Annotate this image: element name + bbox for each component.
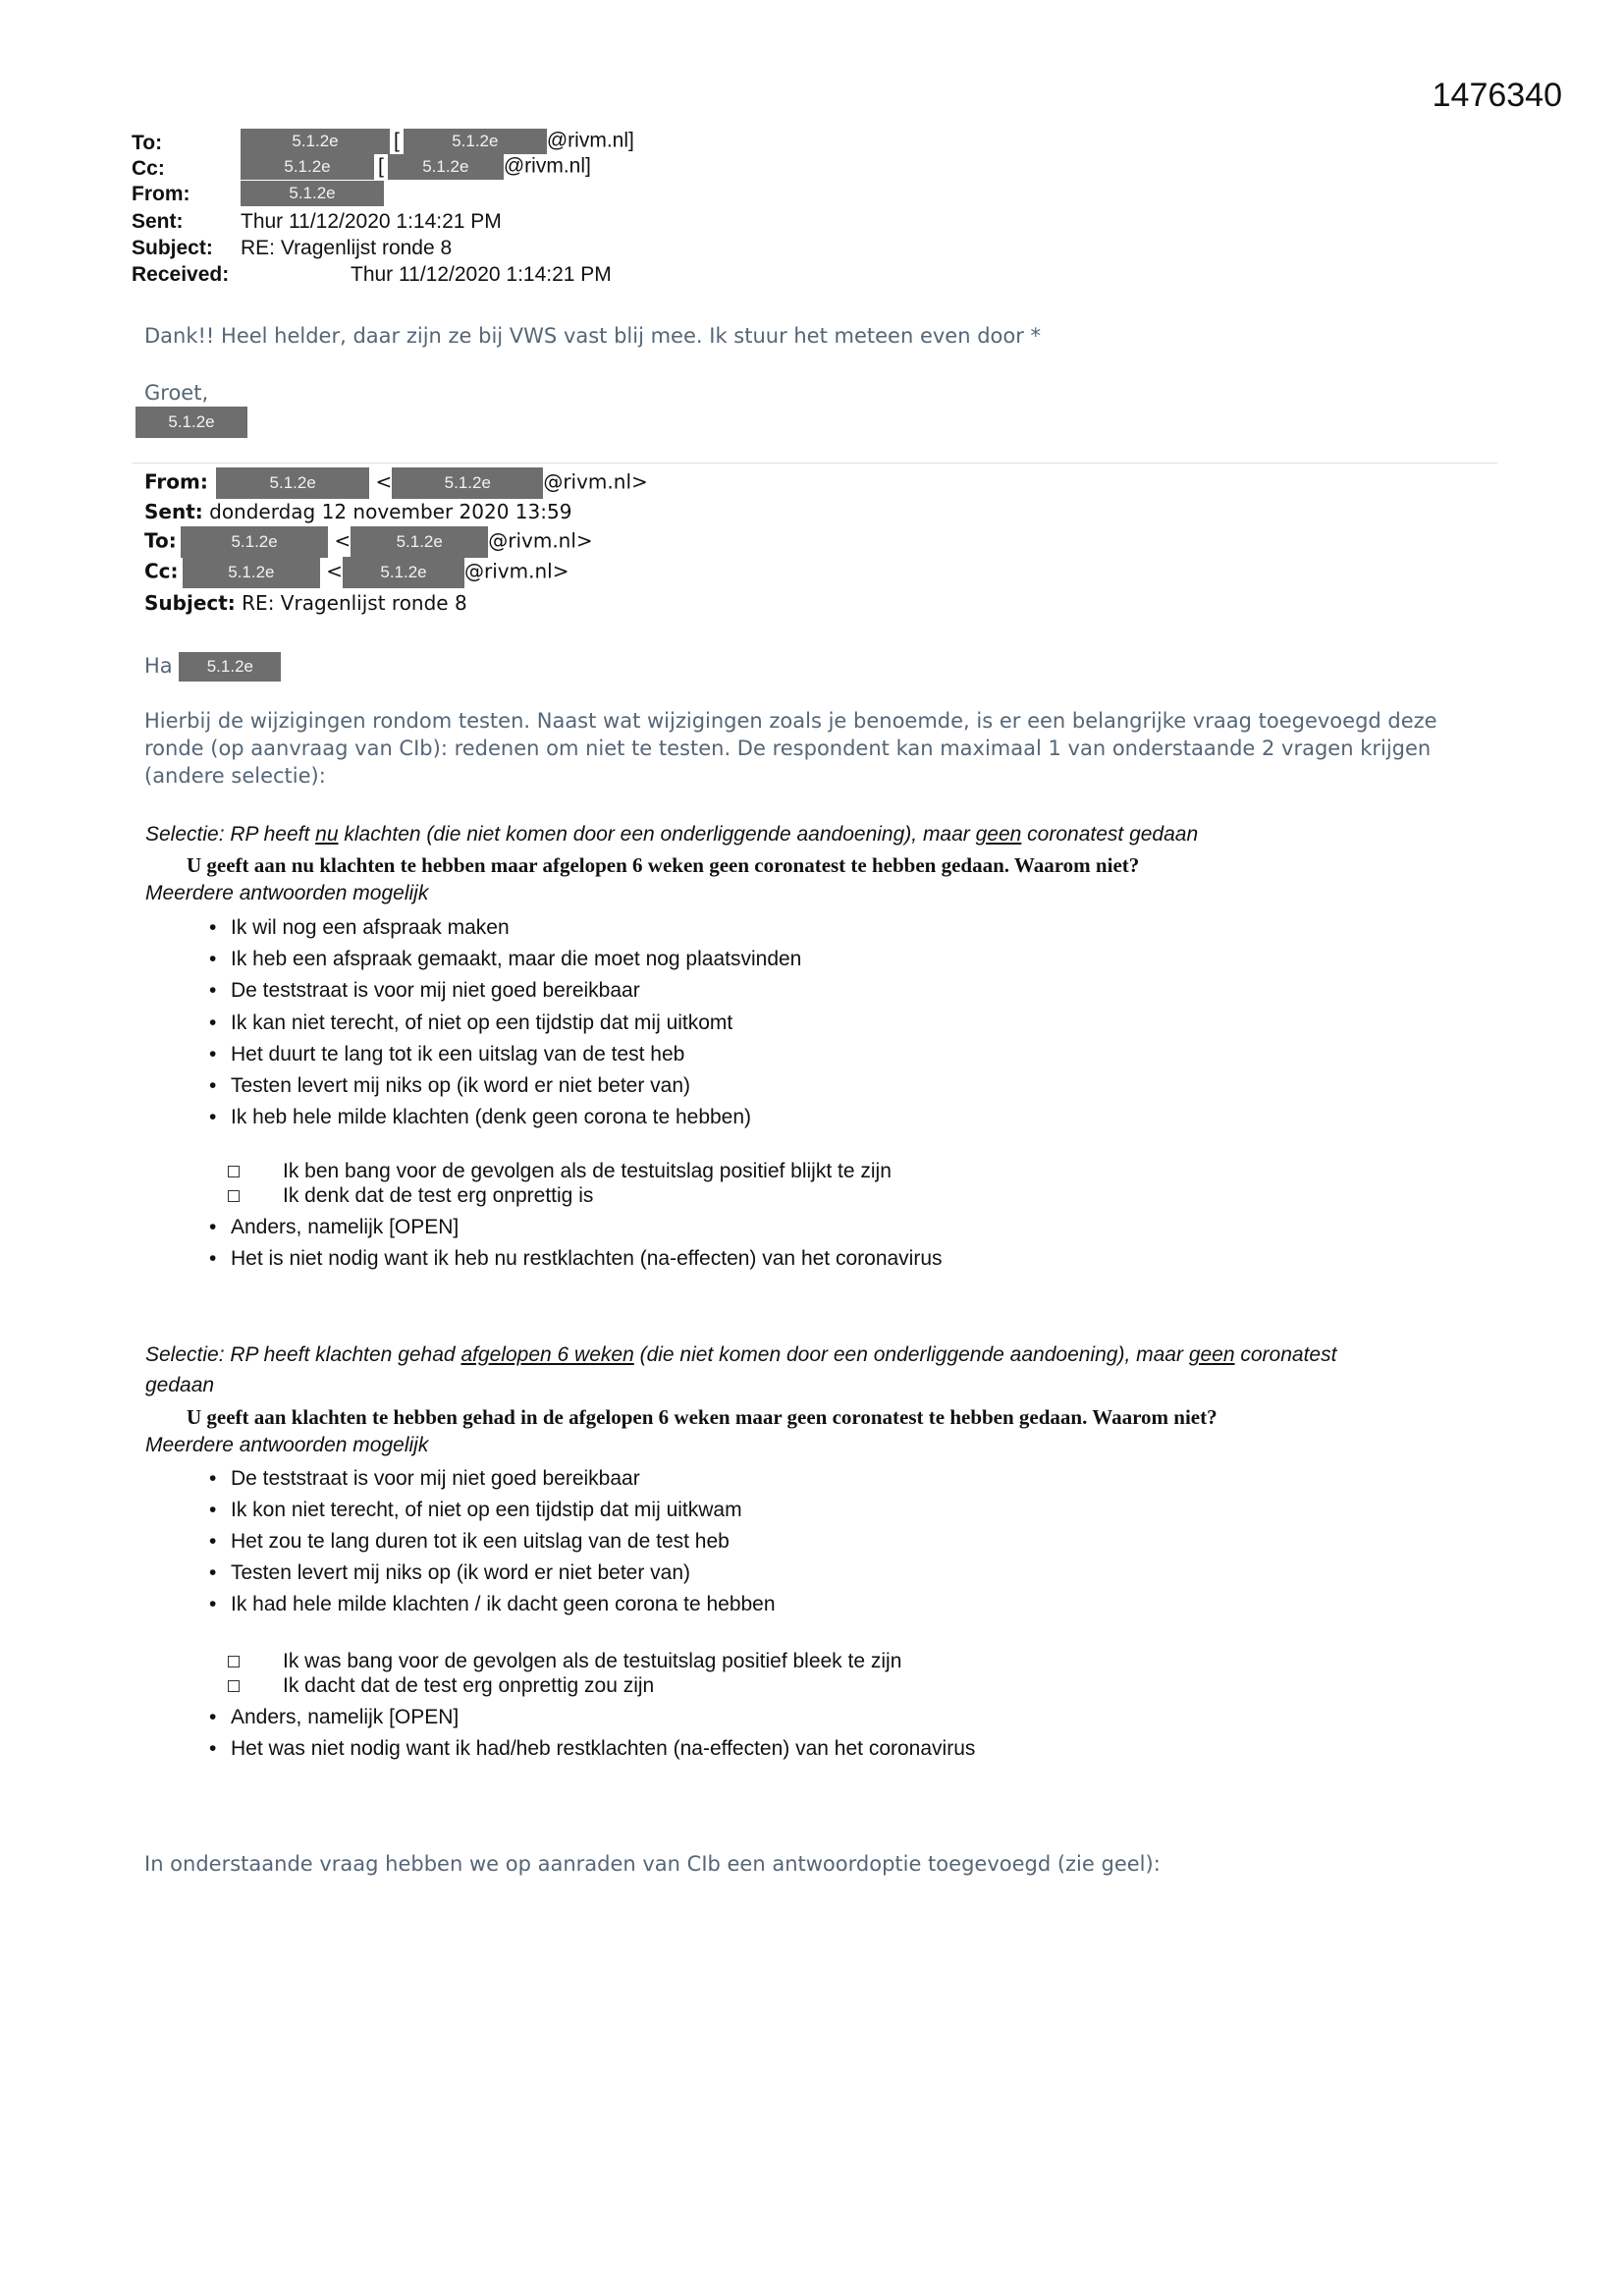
list-item-text: Ik kan niet terecht, of niet op een tijdstip dat mij uitkomt — [231, 1011, 733, 1034]
quoted-to-label: To: — [144, 528, 177, 553]
quoted-cc-row — [144, 557, 568, 588]
redaction-box: 5.1.2e — [351, 526, 488, 558]
answer-list-2b — [209, 1702, 975, 1765]
header-from-row — [132, 183, 190, 206]
list-item-text: Testen levert mij niks op (ik word er niet beter van) — [231, 1561, 691, 1584]
redaction-box: 5.1.2e — [135, 407, 247, 438]
to-label: To: — [132, 132, 163, 154]
list-item-text: Het was niet nodig want ik had/heb restklachten (na-effecten) van het coronavirus — [231, 1737, 976, 1760]
answer-list-1b — [209, 1212, 943, 1275]
cc-email-suffix: @rivm.nl] — [503, 154, 591, 178]
list-item-text: De teststraat is voor mij niet goed bereikbaar — [231, 1467, 640, 1490]
list-item-text: Het zou te lang duren tot ik een uitslag van de test heb — [231, 1530, 730, 1553]
quoted-to-row — [144, 526, 593, 558]
list-item-text: Het is niet nodig want ik heb nu restklachten (na-effecten) van het coronavirus — [231, 1247, 943, 1270]
quoted-cc-label: Cc: — [144, 559, 179, 583]
checkbox-square-icon — [228, 1166, 240, 1177]
list-item-text: Ik had hele milde klachten / ik dacht geen corona te hebben — [231, 1593, 776, 1615]
list-item-text: Anders, namelijk [OPEN] — [231, 1706, 460, 1728]
signature — [135, 407, 247, 438]
quoted-cc-suffix: @rivm.nl> — [464, 559, 569, 583]
cc-label: Cc: — [132, 157, 165, 180]
checkbox-list-1 — [228, 1159, 892, 1208]
lt-sign: < — [326, 559, 344, 583]
quoted-sent-row — [144, 500, 571, 523]
selection-1 — [145, 823, 1198, 847]
checkbox-text: Ik dacht dat de test erg onprettig zou zijn — [283, 1674, 655, 1697]
answer-list-2 — [209, 1463, 776, 1620]
checkbox-text: Ik denk dat de test erg onprettig is — [283, 1184, 594, 1207]
selection-text: (die niet komen door een onderliggende aandoening), maar — [633, 1343, 1189, 1366]
list-item-text: Ik heb hele milde klachten (denk geen corona te hebben) — [231, 1106, 752, 1129]
list-item: • Anders, namelijk [OPEN] — [209, 1706, 460, 1728]
header-from-value — [241, 181, 384, 206]
list-item: • Het is niet nodig want ik heb nu restklachten (na-effecten) van het coronavirus — [209, 1247, 943, 1270]
checkbox-item — [228, 1673, 901, 1698]
redaction-box: 5.1.2e — [343, 557, 464, 588]
selection-text: Selectie: RP heeft klachten gehad — [145, 1343, 461, 1366]
reply-greeting: Groet, — [144, 381, 209, 405]
header-sent-row — [132, 210, 184, 234]
redaction-box: 5.1.2e — [392, 467, 543, 499]
salutation-row — [144, 652, 281, 682]
checkbox-item — [228, 1649, 901, 1673]
list-item: • Ik heb hele milde klachten (denk geen corona te hebben) — [209, 1106, 752, 1129]
selection-text: coronatest — [1234, 1343, 1337, 1366]
selection-text: Selectie: RP heeft — [145, 823, 316, 846]
bracket: [ — [394, 129, 400, 152]
list-item-text: Anders, namelijk [OPEN] — [231, 1216, 460, 1238]
list-item-text: Ik wil nog een afspraak maken — [231, 916, 510, 939]
redaction-box: 5.1.2e — [183, 557, 320, 588]
header-cc-row — [132, 157, 165, 181]
checkbox-square-icon — [228, 1680, 240, 1692]
redaction-box: 5.1.2e — [179, 652, 281, 682]
from-label: From: — [132, 183, 190, 205]
closing-text: In onderstaande vraag hebben we op aanraden van CIb een antwoordoptie toegevoegd (zie geel): — [144, 1852, 1161, 1876]
selection-text: coronatest gedaan — [1021, 823, 1199, 846]
list-item: • Ik kon niet terecht, of niet op een tijdstip dat mij uitkwam — [209, 1499, 742, 1521]
salutation: Ha — [144, 654, 173, 678]
selection-2 — [145, 1343, 1336, 1367]
quoted-subject-value: RE: Vragenlijst ronde 8 — [242, 591, 467, 615]
list-item-text: Testen levert mij niks op (ik word er niet beter van) — [231, 1074, 691, 1098]
checkbox-item — [228, 1159, 892, 1183]
list-item-text: Ik kon niet terecht, of niet op een tijdstip dat mij uitkwam — [231, 1499, 742, 1521]
selection-underlined: geen — [975, 823, 1022, 846]
selection-underlined: geen — [1188, 1343, 1235, 1366]
list-item: • Het was niet nodig want ik had/heb restklachten (na-effecten) van het coronavirus — [209, 1737, 976, 1760]
redaction-box: 5.1.2e — [216, 467, 369, 499]
list-item: • De teststraat is voor mij niet goed bereikbaar — [209, 1467, 640, 1490]
redaction-box: 5.1.2e — [241, 154, 374, 180]
header-subject-row — [132, 237, 213, 260]
document-id: 1476340 — [1432, 77, 1562, 114]
bracket: [ — [378, 154, 384, 178]
question-2: U geeft aan klachten te hebben gehad in de afgelopen 6 weken maar geen coronatest te hebben gedaan. Waarom niet? — [187, 1405, 1218, 1429]
redaction-box: 5.1.2e — [241, 181, 384, 206]
redaction-box: 5.1.2e — [404, 129, 547, 154]
quoted-subject-row — [144, 591, 467, 615]
list-item-text: De teststraat is voor mij niet goed bereikbaar — [231, 979, 640, 1003]
to-email-suffix: @rivm.nl] — [546, 129, 634, 152]
redaction-box: 5.1.2e — [388, 154, 504, 180]
checkbox-text: Ik ben bang voor de gevolgen als de testuitslag positief blijkt te zijn — [283, 1160, 892, 1182]
selection-text: klachten (die niet komen door een onderliggende aandoening), maar — [338, 823, 976, 846]
selection-underlined: afgelopen 6 weken — [460, 1343, 634, 1366]
received-label: Received: — [132, 263, 230, 286]
quoted-subject-label: Subject: — [144, 591, 236, 615]
received-value: Thur 11/12/2020 1:14:21 PM — [351, 263, 612, 286]
reply-body: Dank!! Heel helder, daar zijn ze bij VWS vast blij mee. Ik stuur het meteen even door * — [144, 324, 1042, 348]
quoted-sent-value: donderdag 12 november 2020 13:59 — [209, 500, 572, 523]
selection-2-cont: gedaan — [145, 1374, 215, 1396]
header-to-row — [132, 132, 162, 155]
list-item: • Het duurt te lang tot ik een uitslag van de test heb — [209, 1042, 685, 1066]
checkbox-item — [228, 1183, 892, 1208]
quoted-to-suffix: @rivm.nl> — [488, 528, 593, 553]
list-item-text: Het duurt te lang tot ik een uitslag van de test heb — [231, 1042, 685, 1066]
lt-sign: < — [334, 528, 352, 553]
quoted-from-suffix: @rivm.nl> — [543, 469, 648, 494]
list-item: • Anders, namelijk [OPEN] — [209, 1216, 460, 1238]
list-item: • Testen levert mij niks op (ik word er niet beter van) — [209, 1561, 691, 1584]
sent-value: Thur 11/12/2020 1:14:21 PM — [241, 210, 502, 233]
checkbox-list-2 — [228, 1649, 901, 1698]
question-1: U geeft aan nu klachten te hebben maar afgelopen 6 weken geen coronatest te hebben gedaan. Waarom niet? — [187, 853, 1140, 877]
redaction-box: 5.1.2e — [181, 526, 328, 558]
list-item-text: Ik heb een afspraak gemaakt, maar die moet nog plaatsvinden — [231, 948, 802, 971]
subject-label: Subject: — [132, 237, 213, 259]
list-item: • Ik had hele milde klachten / ik dacht geen corona te hebben — [209, 1593, 776, 1615]
header-received-row — [132, 263, 229, 287]
separator — [133, 463, 1497, 464]
intro-paragraph: Hierbij de wijzigingen rondom testen. Naast wat wijzigingen zoals je benoemde, is er een belangrijke vraag toegevoegd deze ronde (op aanvraag van CIb): redenen om niet te testen. De respondent kan maximaal 1 van onderstaande 2 vragen krijgen (andere selectie): — [144, 709, 1437, 788]
multi-note-2: Meerdere antwoorden mogelijk — [145, 1434, 429, 1456]
quoted-from-label: From: — [144, 469, 208, 494]
list-item: • Het zou te lang duren tot ik een uitslag van de test heb — [209, 1530, 730, 1553]
checkbox-text: Ik was bang voor de gevolgen als de testuitslag positief bleek te zijn — [283, 1650, 902, 1672]
redaction-box: 5.1.2e — [241, 129, 390, 154]
answer-list-1 — [209, 912, 801, 1133]
list-item: • Ik kan niet terecht, of niet op een tijdstip dat mij uitkomt — [209, 1011, 733, 1034]
list-item: • Ik heb een afspraak gemaakt, maar die moet nog plaatsvinden — [209, 948, 802, 971]
subject-value: RE: Vragenlijst ronde 8 — [241, 237, 453, 259]
header-to-value — [241, 129, 634, 154]
quoted-from-row — [144, 467, 648, 499]
multi-note-1: Meerdere antwoorden mogelijk — [145, 882, 429, 904]
checkbox-square-icon — [228, 1656, 240, 1667]
header-cc-value — [241, 154, 591, 180]
list-item: • Ik wil nog een afspraak maken — [209, 916, 510, 939]
list-item: • De teststraat is voor mij niet goed bereikbaar — [209, 979, 640, 1003]
quoted-sent-label: Sent: — [144, 500, 203, 523]
selection-underlined: nu — [315, 823, 339, 846]
checkbox-square-icon — [228, 1190, 240, 1202]
list-item: • Testen levert mij niks op (ik word er niet beter van) — [209, 1074, 691, 1098]
lt-sign: < — [375, 469, 393, 494]
sent-label: Sent: — [132, 210, 184, 233]
